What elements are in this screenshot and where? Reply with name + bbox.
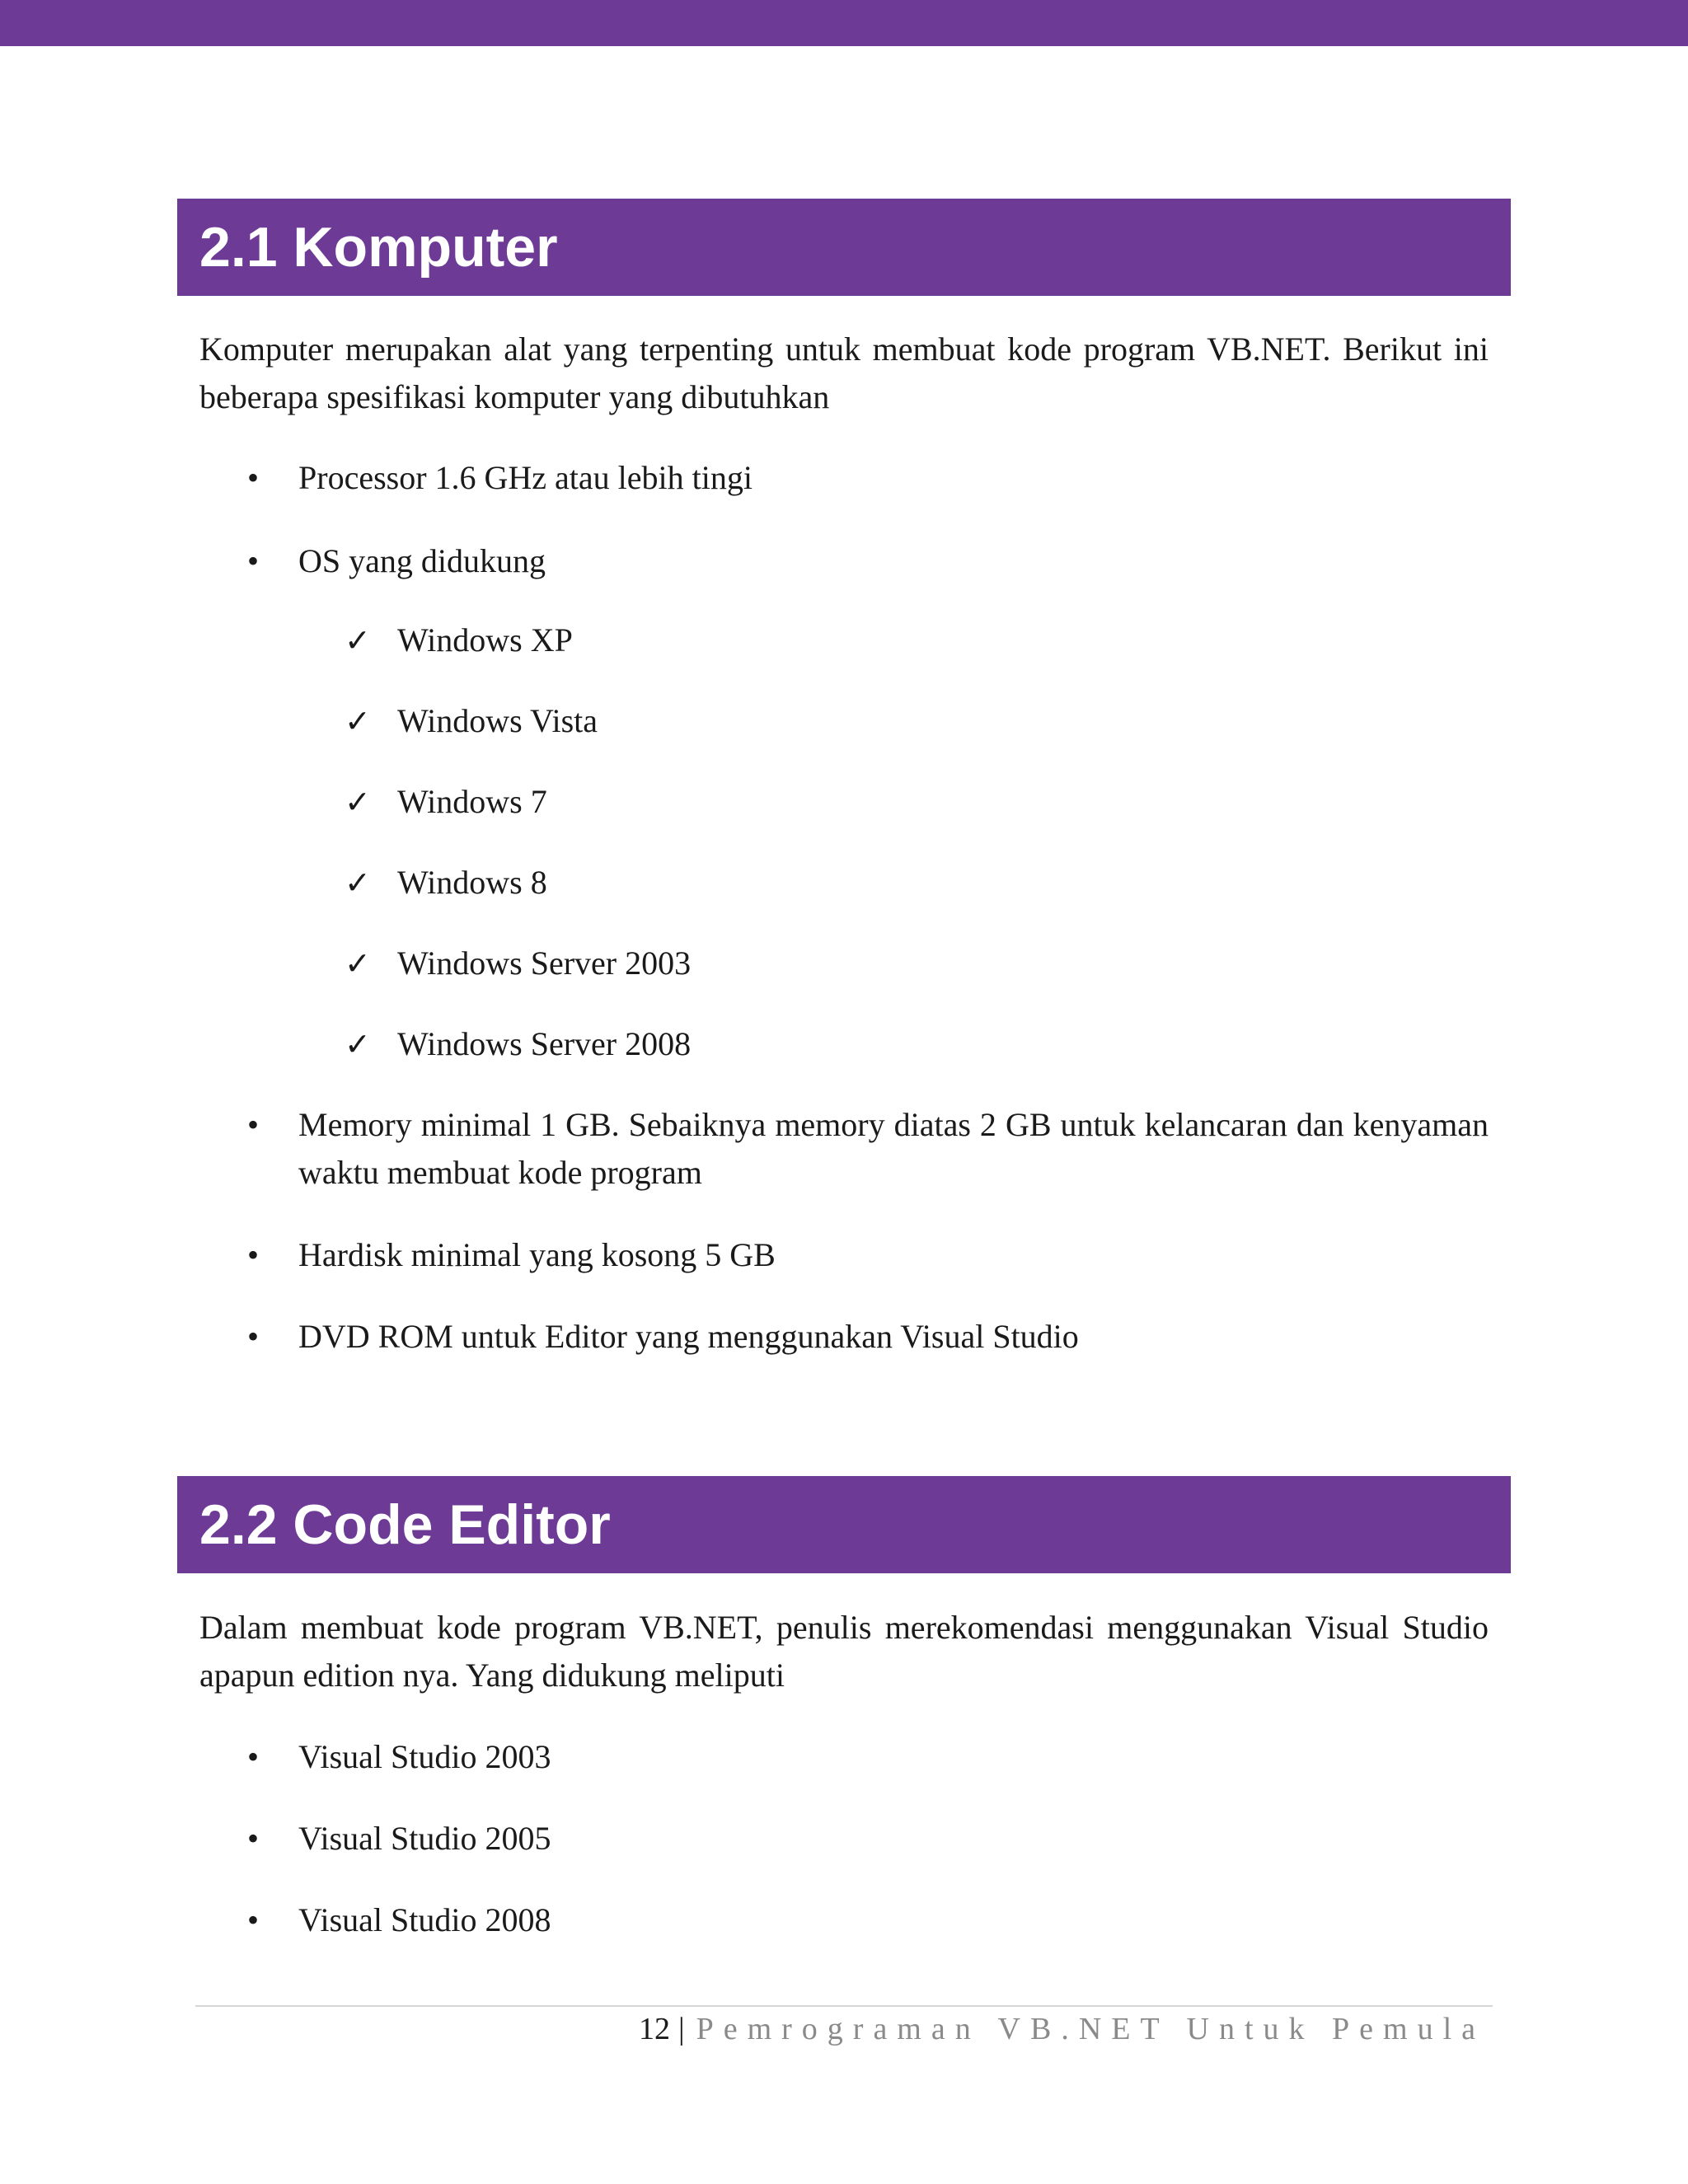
- list-item-vs2005: Visual Studio 2005: [298, 1820, 551, 1857]
- checkmark-icon: ✓: [345, 784, 371, 820]
- footer-book-title: Pemrograman VB.NET Untuk Pemula: [696, 2012, 1485, 2046]
- footer-divider: [195, 2005, 1493, 2007]
- list-item-memory: Memory minimal 1 GB. Sebaiknya memory diatas 2 GB untuk kelancaran dan kenyaman waktu membuat kode program: [298, 1106, 1489, 1191]
- os-item-windows-7: Windows 7: [397, 783, 547, 820]
- list-item-dvd-rom: DVD ROM untuk Editor yang menggunakan Visual Studio: [298, 1318, 1079, 1355]
- list-item-vs2003: Visual Studio 2003: [298, 1738, 551, 1775]
- bullet-icon: •: [247, 1738, 260, 1775]
- page-footer: [639, 2008, 1485, 2050]
- checkmark-icon: ✓: [345, 622, 371, 658]
- bullet-icon: •: [247, 1820, 260, 1857]
- bullet-icon: •: [247, 1901, 260, 1938]
- checkmark-icon: ✓: [345, 865, 371, 901]
- bullet-icon: •: [247, 1236, 260, 1273]
- checkmark-icon: ✓: [345, 1026, 371, 1062]
- bullet-icon: •: [247, 1106, 260, 1143]
- list-item-hardisk: Hardisk minimal yang kosong 5 GB: [298, 1236, 776, 1273]
- os-item-windows-server-2003: Windows Server 2003: [397, 944, 692, 982]
- page-number: 12: [638, 2012, 670, 2046]
- list-item-os: OS yang didukung: [298, 542, 546, 579]
- list-item-processor: Processor 1.6 GHz atau lebih tingi: [298, 459, 753, 496]
- os-item-windows-8: Windows 8: [397, 864, 547, 901]
- top-accent-bar: [0, 0, 1688, 46]
- footer-separator: |: [678, 2012, 685, 2046]
- os-item-windows-vista: Windows Vista: [397, 702, 598, 739]
- os-item-windows-xp: Windows XP: [397, 621, 573, 658]
- bullet-icon: •: [247, 459, 260, 496]
- os-item-windows-server-2008: Windows Server 2008: [397, 1025, 692, 1062]
- checkmark-icon: ✓: [345, 703, 371, 739]
- bullet-icon: •: [247, 1318, 260, 1355]
- section-heading-komputer: 2.1 Komputer: [177, 199, 1511, 296]
- section1-intro: Komputer merupakan alat yang terpenting untuk membuat kode program VB.NET. Berikut ini beberapa spesifikasi komputer yang dibutuhkan: [199, 330, 1489, 415]
- list-item-vs2008: Visual Studio 2008: [298, 1901, 551, 1938]
- checkmark-icon: ✓: [345, 945, 371, 982]
- section-heading-code-editor: 2.2 Code Editor: [177, 1476, 1511, 1573]
- bullet-icon: •: [247, 542, 260, 579]
- section2-intro: Dalam membuat kode program VB.NET, penulis merekomendasi menggunakan Visual Studio apapun edition nya. Yang didukung meliputi: [199, 1609, 1489, 1694]
